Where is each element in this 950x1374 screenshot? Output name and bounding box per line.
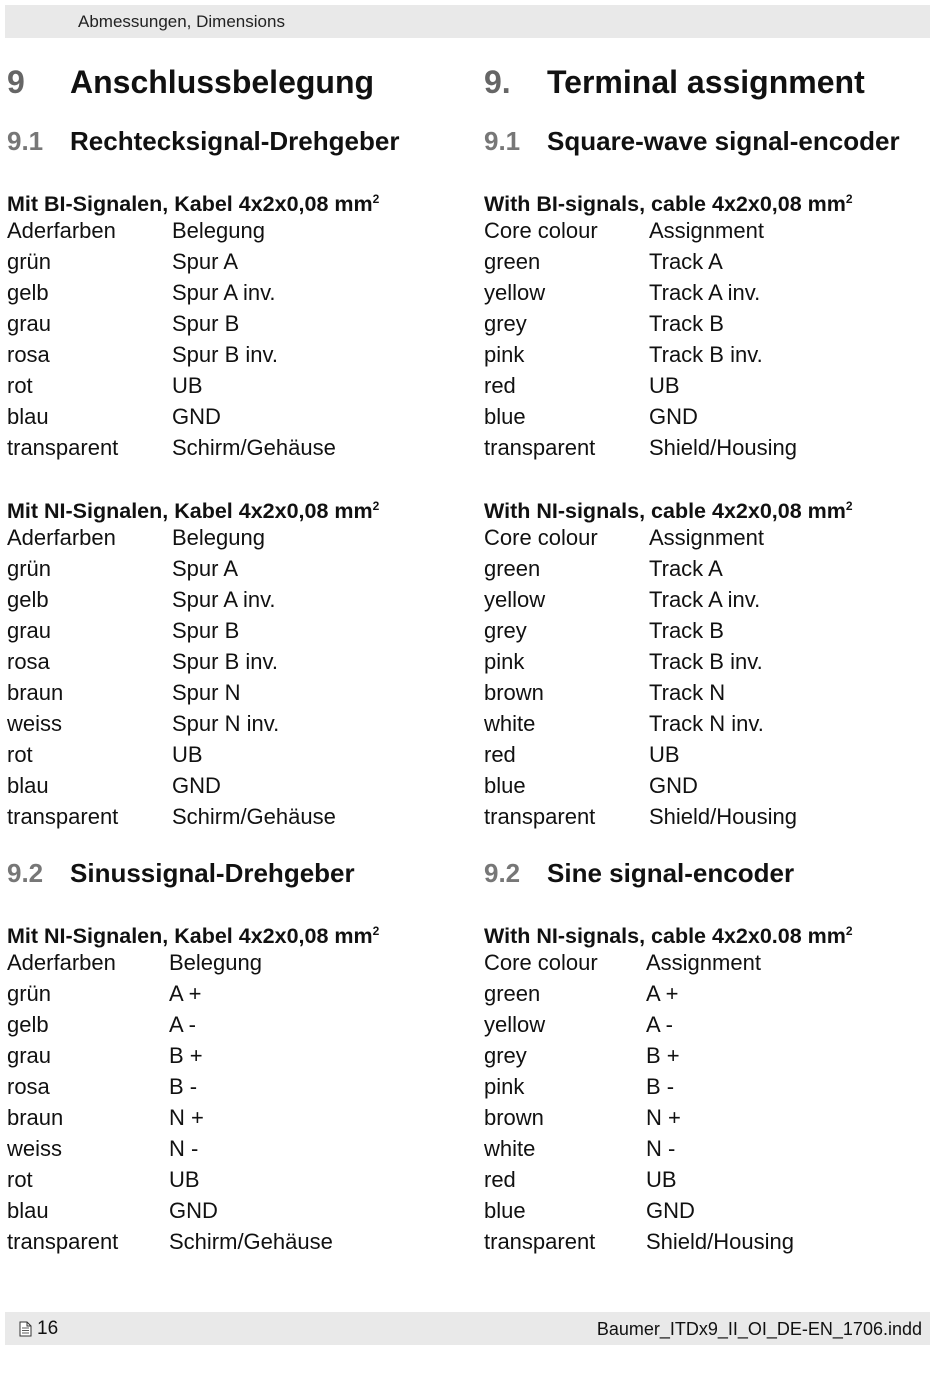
column-header: Assignment [649, 525, 764, 550]
assignment-cell: B - [169, 1074, 198, 1099]
core-colour-cell: pink [484, 649, 525, 674]
assignment-cell: GND [649, 404, 698, 429]
core-colour-cell: blau [7, 404, 49, 429]
table-row [484, 739, 853, 770]
table-row [7, 708, 379, 739]
core-colour-cell: rosa [7, 342, 50, 367]
column-header: Assignment [649, 218, 764, 243]
table-row [484, 1133, 853, 1164]
superscript: 2 [845, 924, 853, 938]
core-colour-cell: braun [7, 680, 64, 705]
table-row [7, 1040, 379, 1071]
table-row [7, 1164, 379, 1195]
table-row [7, 401, 379, 432]
assignment-cell: GND [649, 773, 698, 798]
table-title [484, 184, 853, 215]
section-number: 9.1 [7, 126, 44, 156]
assignment-cell: Spur A inv. [172, 587, 276, 612]
assignment-cell: Track B inv. [649, 342, 763, 367]
assignment-cell: A + [169, 981, 202, 1006]
section-number: 9.2 [7, 858, 44, 888]
table-row [7, 370, 379, 401]
column-header: Aderfarben [7, 525, 116, 550]
superscript: 2 [372, 499, 380, 513]
section-number: 9.2 [484, 858, 521, 888]
core-colour-cell: grün [7, 249, 52, 274]
table-row [7, 615, 379, 646]
table-row [7, 1195, 379, 1226]
assignment-cell: Spur B [172, 618, 240, 643]
section-number: 9.1 [484, 126, 521, 156]
table-row [484, 1009, 853, 1040]
table-row [484, 339, 853, 370]
table-title-text: Mit BI-Signalen, Kabel 4x2x0,08 mm [7, 192, 373, 217]
core-colour-cell: blue [484, 773, 526, 798]
assignment-cell: UB [649, 742, 680, 767]
assignment-cell: A - [169, 1012, 196, 1037]
table-row [484, 1195, 853, 1226]
assignment-cell: Track A [649, 249, 723, 274]
table-row [484, 1226, 853, 1257]
assignment-cell: A - [646, 1012, 673, 1037]
table-sine-ni-signals [484, 916, 853, 1257]
assignment-cell: Schirm/Gehäuse [169, 1229, 333, 1254]
core-colour-cell: white [484, 1136, 536, 1161]
core-colour-cell: grey [484, 618, 527, 643]
assignment-cell: UB [646, 1167, 677, 1192]
core-colour-cell: blue [484, 1198, 526, 1223]
section-title: Square-wave signal-encoder [547, 126, 900, 156]
chapter-number: 9 [7, 64, 25, 100]
table-row [484, 1040, 853, 1071]
core-colour-cell: rosa [7, 649, 50, 674]
assignment-cell: Spur B inv. [172, 649, 278, 674]
table-title-text: With NI-signals, cable 4x2x0.08 mm [484, 924, 846, 949]
table-row [484, 1164, 853, 1195]
core-colour-cell: red [484, 1167, 516, 1192]
table-ni-signals [484, 491, 853, 832]
assignment-cell: B - [646, 1074, 675, 1099]
core-colour-cell: yellow [484, 1012, 546, 1037]
core-colour-cell: weiss [7, 1136, 63, 1161]
assignment-cell: B + [169, 1043, 203, 1068]
table-row [484, 677, 853, 708]
core-colour-cell: grau [7, 618, 52, 643]
section-title: Rechtecksignal-Drehgeber [70, 126, 400, 156]
table-row [7, 584, 379, 615]
core-colour-cell: rot [7, 742, 33, 767]
assignment-cell: A + [646, 981, 679, 1006]
assignment-cell: UB [172, 373, 203, 398]
core-colour-cell: blue [484, 404, 526, 429]
assignment-cell: Track A inv. [649, 587, 761, 612]
table-title-text: With BI-signals, cable 4x2x0,08 mm [484, 192, 846, 217]
table-title-text: Mit NI-Signalen, Kabel 4x2x0,08 mm [7, 499, 373, 524]
table-header-row [7, 947, 379, 978]
table-row [484, 1102, 853, 1133]
table-row [7, 1226, 379, 1257]
table-row [484, 277, 853, 308]
superscript: 2 [845, 192, 853, 206]
table-title [484, 491, 853, 522]
table-row [484, 646, 853, 677]
column-header: Core colour [484, 218, 598, 243]
core-colour-cell: grau [7, 1043, 52, 1068]
column-header: Belegung [172, 218, 265, 243]
table-title-text: With NI-signals, cable 4x2x0,08 mm [484, 499, 846, 524]
core-colour-cell: blau [7, 773, 49, 798]
core-colour-cell: braun [7, 1105, 64, 1130]
core-colour-cell: rot [7, 1167, 33, 1192]
table-row [484, 401, 853, 432]
table-header-row [484, 522, 853, 553]
file-name: Baumer_ITDx9_II_OI_DE-EN_1706.indd [596, 1319, 922, 1339]
superscript: 2 [372, 924, 380, 938]
table-row [7, 1102, 379, 1133]
chapter-title: Anschlussbelegung [70, 64, 375, 100]
assignment-cell: Track B [649, 618, 724, 643]
core-colour-cell: blau [7, 1198, 49, 1223]
assignment-cell: Spur A [172, 249, 239, 274]
table-row [7, 646, 379, 677]
assignment-cell: Spur B inv. [172, 342, 278, 367]
running-header-text: Abmessungen, Dimensions [78, 12, 285, 31]
assignment-cell: Track N inv. [649, 711, 764, 736]
chapter-title: Terminal assignment [547, 64, 865, 100]
assignment-cell: Track B inv. [649, 649, 763, 674]
table-row [7, 553, 379, 584]
superscript: 2 [845, 499, 853, 513]
table-row [484, 1071, 853, 1102]
table-bi-signals [7, 184, 379, 463]
core-colour-cell: grey [484, 311, 527, 336]
core-colour-cell: green [484, 249, 541, 274]
table-header-row [7, 522, 379, 553]
core-colour-cell: transparent [484, 1229, 596, 1254]
core-colour-cell: rosa [7, 1074, 50, 1099]
core-colour-cell: green [484, 981, 541, 1006]
table-row [7, 739, 379, 770]
assignment-cell: GND [172, 404, 221, 429]
table-sine-ni-signals [7, 916, 379, 1257]
assignment-cell: Spur N [172, 680, 241, 705]
superscript: 2 [372, 192, 380, 206]
core-colour-cell: transparent [7, 1229, 119, 1254]
assignment-cell: UB [172, 742, 203, 767]
table-row [484, 370, 853, 401]
core-colour-cell: yellow [484, 587, 546, 612]
table-row [7, 1133, 379, 1164]
core-colour-cell: gelb [7, 587, 49, 612]
core-colour-cell: gelb [7, 1012, 49, 1037]
column-header: Aderfarben [7, 950, 116, 975]
page-number-text: 16 [37, 1318, 59, 1339]
table-row [7, 339, 379, 370]
chapter-number: 9. [484, 64, 511, 100]
assignment-cell: Shield/Housing [649, 435, 797, 460]
document-icon [19, 1321, 32, 1337]
table-bi-signals [484, 184, 853, 463]
running-footer [5, 1312, 930, 1345]
assignment-cell: Spur N inv. [172, 711, 280, 736]
table-row [484, 978, 853, 1009]
assignment-cell: GND [172, 773, 221, 798]
section-title: Sine signal-encoder [547, 858, 795, 888]
core-colour-cell: transparent [7, 435, 119, 460]
table-row [7, 432, 379, 463]
core-colour-cell: white [484, 711, 536, 736]
assignment-cell: UB [169, 1167, 200, 1192]
assignment-cell: GND [169, 1198, 218, 1223]
table-row [484, 615, 853, 646]
table-header-row [7, 215, 379, 246]
core-colour-cell: brown [484, 680, 544, 705]
assignment-cell: Track B [649, 311, 724, 336]
column-header: Assignment [646, 950, 761, 975]
table-row [7, 308, 379, 339]
assignment-cell: GND [646, 1198, 695, 1223]
section-title: Sinussignal-Drehgeber [70, 858, 355, 888]
core-colour-cell: transparent [484, 435, 596, 460]
table-row [7, 1071, 379, 1102]
assignment-cell: Track N [649, 680, 726, 705]
core-colour-cell: grey [484, 1043, 527, 1068]
table-row [7, 277, 379, 308]
assignment-cell: N - [169, 1136, 199, 1161]
assignment-cell: Spur B [172, 311, 240, 336]
assignment-cell: Schirm/Gehäuse [172, 435, 336, 460]
table-row [484, 553, 853, 584]
core-colour-cell: brown [484, 1105, 544, 1130]
running-header [5, 5, 930, 38]
core-colour-cell: red [484, 373, 516, 398]
core-colour-cell: pink [484, 1074, 525, 1099]
table-ni-signals [7, 491, 379, 832]
table-row [484, 770, 853, 801]
assignment-cell: Schirm/Gehäuse [172, 804, 336, 829]
table-header-row [484, 947, 853, 978]
table-title [7, 184, 379, 215]
table-title [7, 916, 379, 947]
core-colour-cell: weiss [7, 711, 63, 736]
core-colour-cell: rot [7, 373, 33, 398]
column-header: Belegung [169, 950, 262, 975]
assignment-cell: N + [646, 1105, 681, 1130]
table-row [7, 246, 379, 277]
assignment-cell: Track A inv. [649, 280, 761, 305]
table-row [484, 584, 853, 615]
core-colour-cell: yellow [484, 280, 546, 305]
assignment-cell: N - [646, 1136, 676, 1161]
table-row [484, 246, 853, 277]
table-row [7, 1009, 379, 1040]
assignment-cell: UB [649, 373, 680, 398]
core-colour-cell: grün [7, 981, 52, 1006]
assignment-cell: B + [646, 1043, 680, 1068]
table-row [484, 308, 853, 339]
table-title [7, 491, 379, 522]
table-row [7, 770, 379, 801]
column-header: Aderfarben [7, 218, 116, 243]
table-row [7, 677, 379, 708]
column-header: Belegung [172, 525, 265, 550]
assignment-cell: Shield/Housing [646, 1229, 794, 1254]
page-number [19, 1318, 58, 1340]
assignment-cell: Shield/Housing [649, 804, 797, 829]
table-row [7, 978, 379, 1009]
core-colour-cell: gelb [7, 280, 49, 305]
column-header: Core colour [484, 525, 598, 550]
table-header-row [484, 215, 853, 246]
assignment-cell: N + [169, 1105, 204, 1130]
core-colour-cell: red [484, 742, 516, 767]
assignment-cell: Spur A [172, 556, 239, 581]
column-header: Core colour [484, 950, 598, 975]
core-colour-cell: green [484, 556, 541, 581]
assignment-cell: Spur A inv. [172, 280, 276, 305]
core-colour-cell: transparent [7, 804, 119, 829]
table-row [484, 432, 853, 463]
table-row [484, 708, 853, 739]
table-title-text: Mit NI-Signalen, Kabel 4x2x0,08 mm [7, 924, 373, 949]
assignment-cell: Track A [649, 556, 723, 581]
table-row [484, 801, 853, 832]
core-colour-cell: grau [7, 311, 52, 336]
table-row [7, 801, 379, 832]
core-colour-cell: transparent [484, 804, 596, 829]
core-colour-cell: grün [7, 556, 52, 581]
table-title [484, 916, 853, 947]
core-colour-cell: pink [484, 342, 525, 367]
